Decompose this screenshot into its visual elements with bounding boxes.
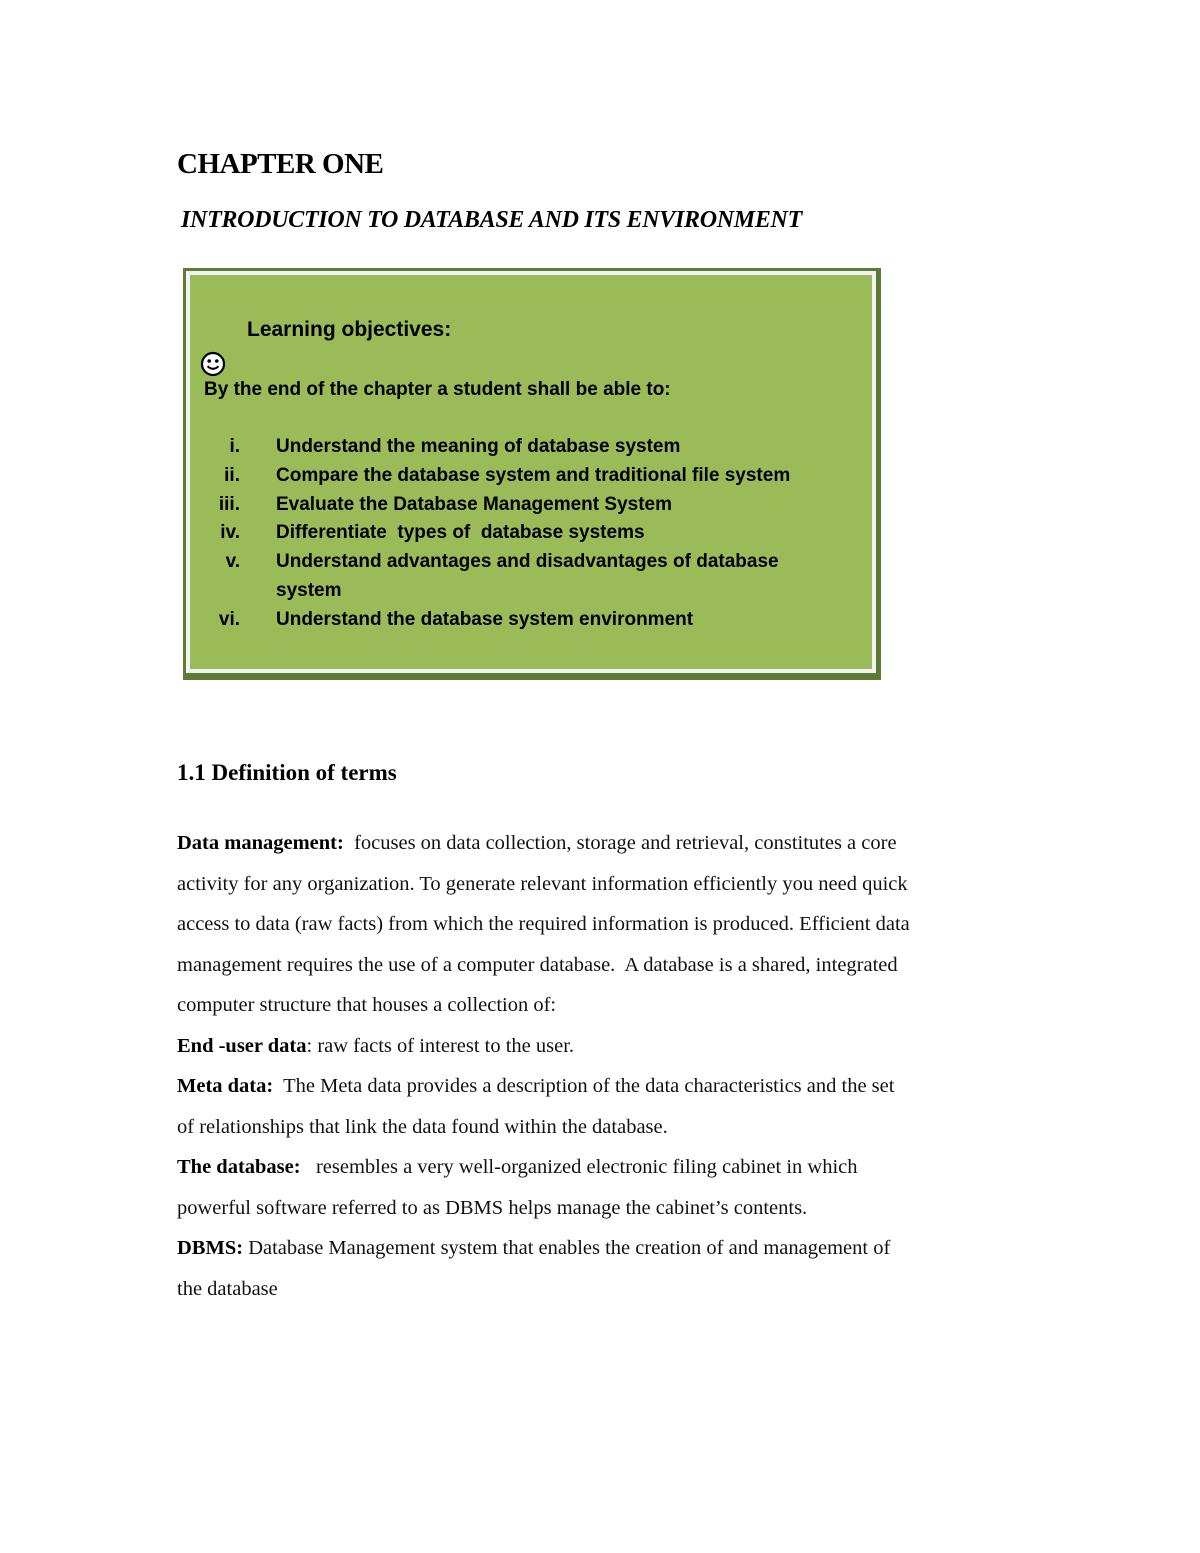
paragraph-text: of relationships that link the data found within the database. (177, 1115, 668, 1138)
term-definition: focuses on data collection, storage and retrieval, constitutes a core (343, 832, 897, 854)
term-label: End -user data (177, 1034, 307, 1057)
paragraph-text: activity for any organization. To generate relevant information efficiently you need quick (177, 872, 908, 895)
term-definition: resembles a very well-organized electronic filing cabinet in which (300, 1156, 858, 1178)
paragraph-text: computer structure that houses a collection of: (177, 994, 557, 1016)
term-definition: : raw facts of interest to the user. (306, 1034, 575, 1057)
text-line (177, 1269, 1027, 1310)
text-line (177, 1228, 1027, 1269)
objectives-list (190, 433, 870, 635)
objective-text: Compare the database system and traditional file system (276, 464, 791, 486)
objective-text: Differentiate types of database systems (276, 522, 645, 544)
objective-number: ii. (224, 464, 240, 486)
text-line (177, 1026, 1027, 1067)
objective-text: Evaluate the Database Management System (276, 493, 672, 515)
objective-number: v. (225, 551, 240, 573)
objective-item (190, 548, 870, 606)
objective-item (190, 491, 870, 520)
objective-number: iii. (218, 493, 240, 515)
objective-text: Understand advantages and disadvantages of database system (276, 551, 779, 601)
chapter-title: CHAPTER ONE (177, 148, 384, 180)
text-line (177, 1066, 1027, 1107)
paragraph-text: powerful software referred to as DBMS helps manage the cabinet’s contents. (177, 1196, 808, 1219)
objective-text: Understand the database system environment (276, 608, 694, 630)
text-line (177, 823, 1027, 864)
objective-number: iv. (220, 522, 240, 544)
text-line (177, 985, 1027, 1026)
objective-number: i. (229, 436, 240, 457)
text-line (177, 1188, 1027, 1229)
text-line (177, 1107, 1027, 1148)
objective-item (190, 606, 870, 635)
learning-objectives-box (186, 271, 876, 673)
term-definition: The Meta data provides a description of the data characteristics and the set (273, 1075, 895, 1097)
objective-item (190, 462, 870, 491)
text-line (177, 864, 1027, 905)
definitions-body (177, 823, 1027, 1309)
objective-item (190, 433, 870, 462)
objectives-heading: Learning objectives: (247, 318, 452, 341)
section-heading: 1.1 Definition of terms (177, 760, 397, 785)
text-line (177, 904, 1027, 945)
smiley-face-icon (200, 351, 226, 377)
objective-number: vi. (218, 608, 240, 630)
text-line (177, 945, 1027, 986)
term-label: Data management: (177, 832, 344, 854)
paragraph-text: the database (177, 1277, 278, 1300)
term-label: Meta data: (177, 1075, 274, 1097)
paragraph-text: management requires the use of a computer database. A database is a shared, integrated (177, 953, 898, 976)
text-line (177, 1147, 1027, 1188)
term-definition: Database Management system that enables the creation of and management of (243, 1237, 891, 1259)
chapter-subtitle: INTRODUCTION TO DATABASE AND ITS ENVIRONMENT (181, 207, 802, 233)
term-label: DBMS: (177, 1237, 244, 1259)
objective-text: Understand the meaning of database system (276, 436, 681, 457)
objective-item (190, 519, 870, 548)
objectives-intro: By the end of the chapter a student shall be able to: (204, 379, 671, 400)
paragraph-text: access to data (raw facts) from which the required information is produced. Efficient data (177, 913, 910, 935)
term-label: The database: (177, 1156, 301, 1178)
